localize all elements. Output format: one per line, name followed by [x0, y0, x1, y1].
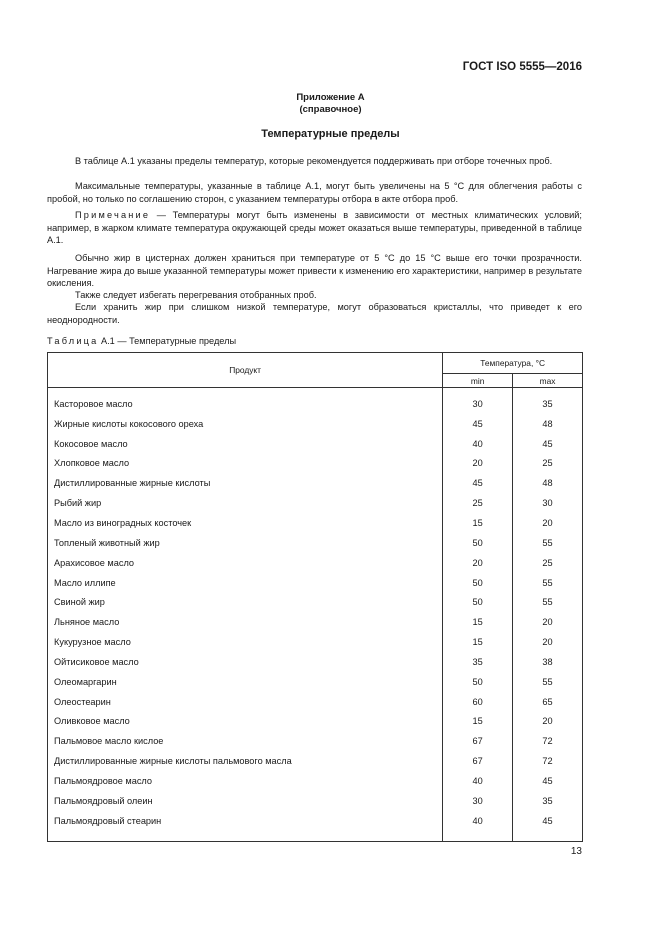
table-row	[48, 573, 583, 593]
min-cell: 15	[443, 513, 513, 533]
max-cell: 35	[513, 791, 583, 811]
product-cell: Олеомаргарин	[48, 672, 443, 692]
table-row	[48, 592, 583, 612]
table-row	[48, 473, 583, 493]
product-cell: Оливковое масло	[48, 712, 443, 732]
product-cell: Свиной жир	[48, 592, 443, 612]
max-cell: 55	[513, 592, 583, 612]
paragraph-5: Если хранить жир при слишком низкой температуре, могут образоваться кристаллы, что приведет к его неоднородности.	[47, 302, 582, 325]
min-cell: 50	[443, 592, 513, 612]
max-cell: 45	[513, 434, 583, 454]
product-cell: Хлопковое масло	[48, 454, 443, 474]
table-row	[48, 751, 583, 771]
product-cell: Пальмоядровое масло	[48, 771, 443, 791]
max-cell: 20	[513, 612, 583, 632]
max-cell: 25	[513, 454, 583, 474]
max-cell: 45	[513, 811, 583, 841]
min-cell: 40	[443, 771, 513, 791]
page-number: 13	[570, 846, 582, 857]
table-row	[48, 672, 583, 692]
min-cell: 30	[443, 791, 513, 811]
product-cell: Кокосовое масло	[48, 434, 443, 454]
min-cell: 15	[443, 612, 513, 632]
table-row	[48, 388, 583, 414]
max-cell: 48	[513, 473, 583, 493]
max-cell: 65	[513, 692, 583, 712]
paragraph-3: Обычно жир в цистернах должен храниться при температуре от 5 °С до 15 °С выше его точки прозрачности. Нагревание жира до выше указанной температуры может привести к изменению его характеристики, например в результате окисления.	[47, 253, 582, 288]
annex-subtitle: (справочное)	[299, 104, 362, 115]
min-cell: 25	[443, 493, 513, 513]
table-row	[48, 612, 583, 632]
product-cell: Олеостеарин	[48, 692, 443, 712]
note-paragraph	[47, 209, 582, 247]
paragraph-1: В таблице А.1 указаны пределы температур, которые рекомендуется поддерживать при отборе точечных проб.	[75, 156, 553, 166]
max-cell: 72	[513, 751, 583, 771]
min-cell: 40	[443, 434, 513, 454]
table-row	[48, 553, 583, 573]
annex-title: Приложение А	[296, 92, 365, 103]
product-cell: Арахисовое масло	[48, 553, 443, 573]
min-cell: 35	[443, 652, 513, 672]
min-cell: 50	[443, 672, 513, 692]
product-cell: Касторовое масло	[48, 388, 443, 414]
table-row	[48, 533, 583, 553]
product-cell: Льняное масло	[48, 612, 443, 632]
document-standard-header: ГОСТ ISO 5555—2016	[462, 61, 582, 73]
max-cell: 20	[513, 513, 583, 533]
table-row	[48, 731, 583, 751]
product-cell: Кукурузное масло	[48, 632, 443, 652]
product-cell: Ойтисиковое масло	[48, 652, 443, 672]
column-header-min: min	[443, 374, 513, 388]
table-row	[48, 454, 583, 474]
table-row	[48, 692, 583, 712]
min-cell: 40	[443, 811, 513, 841]
max-cell: 55	[513, 533, 583, 553]
product-cell: Пальмовое масло кислое	[48, 731, 443, 751]
table-caption-text: А.1 — Температурные пределы	[98, 336, 237, 346]
table-row	[48, 712, 583, 732]
product-cell: Пальмоядровый стеарин	[48, 811, 443, 841]
min-cell: 50	[443, 573, 513, 593]
max-cell: 72	[513, 731, 583, 751]
product-cell: Масло из виноградных косточек	[48, 513, 443, 533]
note-text: — Температуры могут быть изменены в зависимости от местных климатических условий; например, в жарком климате температура окружающей среды может оказаться выше температуры, приведенной в таблице А.1.	[47, 210, 582, 245]
table-row	[48, 493, 583, 513]
section-title: Температурные пределы	[261, 128, 400, 140]
table-row	[48, 771, 583, 791]
max-cell: 48	[513, 414, 583, 434]
table-row	[48, 811, 583, 841]
table-body	[48, 388, 583, 842]
table-caption	[47, 336, 236, 346]
temperature-limits-table	[47, 352, 583, 842]
table-row	[48, 513, 583, 533]
column-header-max: max	[513, 374, 583, 388]
product-cell: Масло иллипе	[48, 573, 443, 593]
min-cell: 60	[443, 692, 513, 712]
max-cell: 38	[513, 652, 583, 672]
product-cell: Жирные кислоты кокосового ореха	[48, 414, 443, 434]
min-cell: 67	[443, 731, 513, 751]
max-cell: 55	[513, 573, 583, 593]
min-cell: 15	[443, 632, 513, 652]
table-row	[48, 414, 583, 434]
min-cell: 45	[443, 473, 513, 493]
min-cell: 20	[443, 454, 513, 474]
product-cell: Рыбий жир	[48, 493, 443, 513]
column-header-product: Продукт	[48, 353, 443, 388]
column-header-temperature: Температура, °С	[443, 353, 583, 374]
min-cell: 50	[443, 533, 513, 553]
product-cell: Топленый животный жир	[48, 533, 443, 553]
product-cell: Дистиллированные жирные кислоты пальмового масла	[48, 751, 443, 771]
product-cell: Дистиллированные жирные кислоты	[48, 473, 443, 493]
max-cell: 20	[513, 712, 583, 732]
min-cell: 45	[443, 414, 513, 434]
table-caption-label: Таблица	[47, 336, 99, 346]
table-row	[48, 652, 583, 672]
max-cell: 20	[513, 632, 583, 652]
min-cell: 67	[443, 751, 513, 771]
product-cell: Пальмоядровый олеин	[48, 791, 443, 811]
paragraph-4: Также следует избегать перегревания отобранных проб.	[75, 290, 317, 300]
min-cell: 20	[443, 553, 513, 573]
min-cell: 30	[443, 388, 513, 414]
min-cell: 15	[443, 712, 513, 732]
max-cell: 45	[513, 771, 583, 791]
note-label: Примечание	[75, 210, 151, 220]
table-row	[48, 632, 583, 652]
max-cell: 35	[513, 388, 583, 414]
max-cell: 55	[513, 672, 583, 692]
paragraph-2: Максимальные температуры, указанные в таблице А.1, могут быть увеличены на 5 °С для облегчения работы с пробой, но только по соглашению сторон, с указанием температуры отбора в акте отбора проб.	[47, 181, 582, 204]
table-row	[48, 791, 583, 811]
max-cell: 25	[513, 553, 583, 573]
max-cell: 30	[513, 493, 583, 513]
table-row	[48, 434, 583, 454]
